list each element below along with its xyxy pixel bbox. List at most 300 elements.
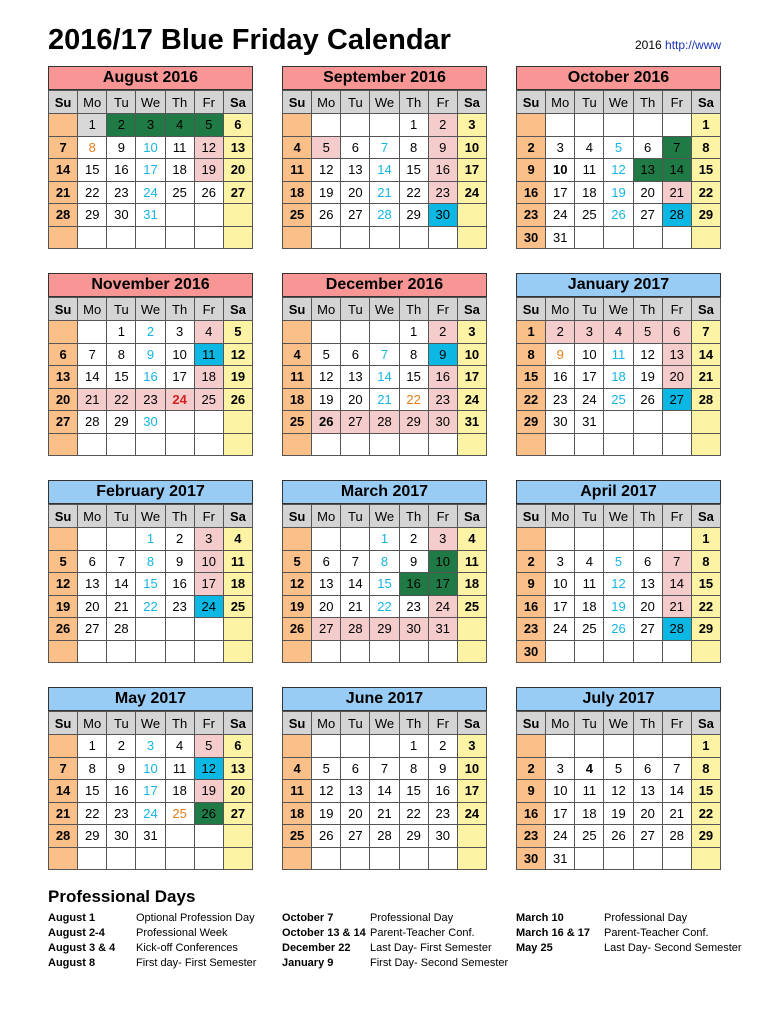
day-cell: 23 xyxy=(428,802,457,825)
weekday-label: Th xyxy=(633,298,662,321)
weekday-label: Th xyxy=(165,298,194,321)
day-cell: 13 xyxy=(633,780,662,803)
pro-day-entry xyxy=(282,957,508,972)
day-cell: 14 xyxy=(49,780,78,803)
day-cell: 6 xyxy=(633,136,662,159)
day-cell: 17 xyxy=(546,595,575,618)
week-row xyxy=(49,411,253,434)
week-row xyxy=(283,159,487,182)
empty-cell xyxy=(49,735,78,758)
day-cell: 18 xyxy=(223,573,252,596)
day-cell: 10 xyxy=(546,159,575,182)
empty-cell xyxy=(194,433,223,456)
empty-cell xyxy=(662,640,691,663)
day-cell: 23 xyxy=(517,618,546,641)
weekday-label: Tu xyxy=(341,712,370,735)
weekday-label: Su xyxy=(283,505,312,528)
day-cell: 13 xyxy=(633,159,662,182)
weekday-label: Th xyxy=(165,91,194,114)
day-cell: 29 xyxy=(399,825,428,848)
empty-cell xyxy=(194,204,223,227)
day-cell: 27 xyxy=(223,802,252,825)
empty-cell xyxy=(223,640,252,663)
day-cell: 21 xyxy=(370,388,399,411)
weekday-label: Mo xyxy=(312,712,341,735)
day-cell: 24 xyxy=(546,618,575,641)
day-cell: 20 xyxy=(633,181,662,204)
day-cell: 22 xyxy=(78,802,107,825)
day-cell: 13 xyxy=(223,136,252,159)
week-row xyxy=(283,388,487,411)
day-cell: 31 xyxy=(136,825,165,848)
weekday-label: We xyxy=(370,505,399,528)
day-cell: 11 xyxy=(194,343,223,366)
day-cell: 17 xyxy=(428,573,457,596)
week-row xyxy=(49,321,253,344)
empty-cell xyxy=(312,114,341,137)
empty-cell xyxy=(223,411,252,434)
week-row xyxy=(49,573,253,596)
day-cell: 11 xyxy=(283,159,312,182)
weekday-label: Mo xyxy=(312,91,341,114)
empty-cell xyxy=(575,640,604,663)
day-cell: 4 xyxy=(604,321,633,344)
month-title: July 2017 xyxy=(516,687,721,711)
pro-day-date: August 3 & 4 xyxy=(48,942,116,954)
day-cell: 31 xyxy=(575,411,604,434)
pro-day-description: Optional Profession Day xyxy=(136,912,255,924)
day-cell: 23 xyxy=(428,181,457,204)
day-cell: 17 xyxy=(546,802,575,825)
day-cell: 8 xyxy=(517,343,546,366)
day-cell: 3 xyxy=(136,735,165,758)
empty-cell xyxy=(283,528,312,551)
day-cell: 10 xyxy=(546,780,575,803)
empty-cell xyxy=(457,226,486,249)
weekday-label: Fr xyxy=(194,712,223,735)
day-cell: 24 xyxy=(457,181,486,204)
day-cell: 14 xyxy=(662,159,691,182)
day-cell: 12 xyxy=(604,573,633,596)
week-row xyxy=(283,757,487,780)
empty-cell xyxy=(312,735,341,758)
empty-cell xyxy=(399,433,428,456)
day-cell: 15 xyxy=(78,780,107,803)
empty-cell xyxy=(604,226,633,249)
day-cell: 16 xyxy=(428,780,457,803)
day-cell: 25 xyxy=(283,825,312,848)
empty-cell xyxy=(604,114,633,137)
day-cell: 1 xyxy=(399,735,428,758)
day-cell: 18 xyxy=(575,595,604,618)
weekday-label: Tu xyxy=(341,91,370,114)
day-cell: 10 xyxy=(546,573,575,596)
empty-cell xyxy=(662,847,691,870)
day-cell: 18 xyxy=(575,181,604,204)
day-cell: 12 xyxy=(604,159,633,182)
empty-cell xyxy=(575,847,604,870)
weekday-label: Mo xyxy=(546,91,575,114)
week-row xyxy=(517,321,721,344)
empty-cell xyxy=(370,735,399,758)
day-cell: 18 xyxy=(194,366,223,389)
empty-cell xyxy=(370,226,399,249)
day-cell: 8 xyxy=(370,550,399,573)
day-cell: 15 xyxy=(370,573,399,596)
empty-cell xyxy=(517,433,546,456)
empty-cell xyxy=(517,528,546,551)
day-cell: 29 xyxy=(107,411,136,434)
pro-day-date: January 9 xyxy=(282,957,334,969)
day-cell: 22 xyxy=(517,388,546,411)
day-cell: 10 xyxy=(136,136,165,159)
day-cell: 17 xyxy=(136,159,165,182)
week-row xyxy=(517,226,721,249)
empty-cell xyxy=(604,528,633,551)
week-row xyxy=(283,595,487,618)
day-cell: 5 xyxy=(223,321,252,344)
day-cell: 17 xyxy=(136,780,165,803)
day-cell: 23 xyxy=(136,388,165,411)
day-cell: 22 xyxy=(691,181,720,204)
day-cell: 30 xyxy=(107,825,136,848)
day-cell: 21 xyxy=(370,181,399,204)
day-cell: 19 xyxy=(312,802,341,825)
weekday-header-row xyxy=(49,712,253,735)
day-cell: 9 xyxy=(107,757,136,780)
weekday-label: Sa xyxy=(223,298,252,321)
week-row xyxy=(49,114,253,137)
week-row xyxy=(49,550,253,573)
pro-days-title: Professional Days xyxy=(48,887,196,906)
week-row xyxy=(517,825,721,848)
day-cell: 14 xyxy=(78,366,107,389)
day-cell: 16 xyxy=(165,573,194,596)
empty-cell xyxy=(78,321,107,344)
day-cell: 23 xyxy=(107,181,136,204)
week-row xyxy=(49,595,253,618)
day-cell: 21 xyxy=(662,595,691,618)
empty-cell xyxy=(517,114,546,137)
day-cell: 9 xyxy=(546,343,575,366)
empty-cell xyxy=(341,847,370,870)
empty-cell xyxy=(604,640,633,663)
month-title: November 2016 xyxy=(48,273,253,297)
week-row xyxy=(49,757,253,780)
month-calendar xyxy=(516,273,721,456)
week-row xyxy=(49,528,253,551)
empty-cell xyxy=(691,411,720,434)
day-cell: 28 xyxy=(370,411,399,434)
day-cell: 13 xyxy=(223,757,252,780)
week-row xyxy=(517,204,721,227)
empty-cell xyxy=(662,226,691,249)
weekday-label: Sa xyxy=(457,712,486,735)
day-cell: 24 xyxy=(457,802,486,825)
day-cell: 12 xyxy=(633,343,662,366)
page-title: 2016/17 Blue Friday Calendar xyxy=(48,24,451,56)
pro-day-date: August 1 xyxy=(48,912,96,924)
empty-cell xyxy=(633,735,662,758)
day-cell: 28 xyxy=(370,204,399,227)
day-cell: 5 xyxy=(312,343,341,366)
day-cell: 24 xyxy=(457,388,486,411)
day-cell: 13 xyxy=(633,573,662,596)
day-cell: 14 xyxy=(341,573,370,596)
day-cell: 9 xyxy=(107,136,136,159)
empty-cell xyxy=(165,204,194,227)
day-cell: 21 xyxy=(691,366,720,389)
day-cell: 23 xyxy=(399,595,428,618)
pro-days-column xyxy=(48,912,256,972)
day-cell: 3 xyxy=(457,735,486,758)
day-cell: 16 xyxy=(107,780,136,803)
day-cell: 10 xyxy=(165,343,194,366)
day-cell: 7 xyxy=(370,136,399,159)
day-cell: 31 xyxy=(428,618,457,641)
weekday-label: Th xyxy=(399,505,428,528)
day-cell: 24 xyxy=(136,802,165,825)
day-cell: 21 xyxy=(341,595,370,618)
day-cell: 28 xyxy=(49,204,78,227)
day-cell: 10 xyxy=(457,343,486,366)
day-cell: 22 xyxy=(691,595,720,618)
pro-day-date: March 16 & 17 xyxy=(516,927,590,939)
source-link[interactable]: http://www xyxy=(665,38,722,52)
weekday-label: Tu xyxy=(107,91,136,114)
month-calendar xyxy=(282,480,487,663)
month-calendar xyxy=(48,480,253,663)
weekday-label: Tu xyxy=(341,298,370,321)
day-cell: 28 xyxy=(78,411,107,434)
week-row xyxy=(517,573,721,596)
day-cell: 17 xyxy=(457,159,486,182)
day-cell: 14 xyxy=(49,159,78,182)
day-cell: 9 xyxy=(428,136,457,159)
week-row xyxy=(517,159,721,182)
day-cell: 7 xyxy=(49,757,78,780)
weekday-label: Fr xyxy=(194,505,223,528)
week-row xyxy=(49,780,253,803)
day-cell: 15 xyxy=(399,159,428,182)
day-cell: 26 xyxy=(49,618,78,641)
weekday-label: Mo xyxy=(78,505,107,528)
source-url xyxy=(635,38,721,52)
empty-cell xyxy=(107,226,136,249)
week-row xyxy=(49,847,253,870)
empty-cell xyxy=(604,433,633,456)
week-row xyxy=(283,366,487,389)
week-row xyxy=(49,735,253,758)
day-cell: 2 xyxy=(399,528,428,551)
empty-cell xyxy=(194,640,223,663)
day-cell: 18 xyxy=(457,573,486,596)
empty-cell xyxy=(107,847,136,870)
day-cell: 4 xyxy=(283,136,312,159)
day-cell: 29 xyxy=(78,825,107,848)
day-cell: 11 xyxy=(223,550,252,573)
week-row xyxy=(49,366,253,389)
day-cell: 20 xyxy=(223,159,252,182)
month-grid xyxy=(282,90,487,249)
empty-cell xyxy=(399,640,428,663)
weekday-header-row xyxy=(283,91,487,114)
empty-cell xyxy=(662,114,691,137)
empty-cell xyxy=(662,735,691,758)
empty-cell xyxy=(49,640,78,663)
day-cell: 1 xyxy=(399,114,428,137)
day-cell: 15 xyxy=(691,159,720,182)
day-cell: 1 xyxy=(517,321,546,344)
week-row xyxy=(49,343,253,366)
empty-cell xyxy=(78,640,107,663)
month-title: September 2016 xyxy=(282,66,487,90)
day-cell: 26 xyxy=(312,411,341,434)
day-cell: 22 xyxy=(136,595,165,618)
week-row xyxy=(517,388,721,411)
day-cell: 10 xyxy=(136,757,165,780)
weekday-label: Fr xyxy=(662,505,691,528)
empty-cell xyxy=(283,433,312,456)
empty-cell xyxy=(165,226,194,249)
day-cell: 24 xyxy=(165,388,194,411)
empty-cell xyxy=(78,433,107,456)
empty-cell xyxy=(283,321,312,344)
day-cell: 13 xyxy=(312,573,341,596)
pro-day-description: Last Day- Second Semester xyxy=(604,942,742,954)
day-cell: 16 xyxy=(517,181,546,204)
pro-day-entry xyxy=(282,927,508,942)
day-cell: 23 xyxy=(546,388,575,411)
week-row xyxy=(283,114,487,137)
month-calendar xyxy=(48,273,253,456)
week-row xyxy=(283,204,487,227)
day-cell: 20 xyxy=(341,181,370,204)
pro-day-description: Professional Day xyxy=(370,912,454,924)
day-cell: 11 xyxy=(457,550,486,573)
weekday-label: We xyxy=(136,298,165,321)
day-cell: 10 xyxy=(457,757,486,780)
weekday-header-row xyxy=(49,298,253,321)
day-cell: 2 xyxy=(517,757,546,780)
week-row xyxy=(283,136,487,159)
empty-cell xyxy=(312,640,341,663)
empty-cell xyxy=(546,114,575,137)
week-row xyxy=(283,411,487,434)
month-title: January 2017 xyxy=(516,273,721,297)
month-grid xyxy=(48,711,253,870)
weekday-label: Mo xyxy=(312,505,341,528)
day-cell: 24 xyxy=(136,181,165,204)
day-cell: 7 xyxy=(370,343,399,366)
weekday-header-row xyxy=(49,91,253,114)
day-cell: 5 xyxy=(312,136,341,159)
day-cell: 12 xyxy=(223,343,252,366)
day-cell: 20 xyxy=(662,366,691,389)
weekday-label: Su xyxy=(283,91,312,114)
week-row xyxy=(49,640,253,663)
day-cell: 31 xyxy=(457,411,486,434)
week-row xyxy=(49,136,253,159)
day-cell: 15 xyxy=(691,780,720,803)
empty-cell xyxy=(194,411,223,434)
weekday-label: Mo xyxy=(546,298,575,321)
day-cell: 9 xyxy=(517,780,546,803)
day-cell: 22 xyxy=(107,388,136,411)
empty-cell xyxy=(312,321,341,344)
month-title: February 2017 xyxy=(48,480,253,504)
month-title: December 2016 xyxy=(282,273,487,297)
week-row xyxy=(517,640,721,663)
day-cell: 7 xyxy=(370,757,399,780)
day-cell: 17 xyxy=(546,181,575,204)
empty-cell xyxy=(49,847,78,870)
day-cell: 28 xyxy=(691,388,720,411)
empty-cell xyxy=(223,618,252,641)
weekday-label: Su xyxy=(49,298,78,321)
month-grid xyxy=(48,504,253,663)
day-cell: 8 xyxy=(691,757,720,780)
day-cell: 3 xyxy=(546,136,575,159)
week-row xyxy=(49,618,253,641)
day-cell: 4 xyxy=(194,321,223,344)
day-cell: 8 xyxy=(691,136,720,159)
day-cell: 1 xyxy=(691,528,720,551)
pro-day-description: Kick-off Conferences xyxy=(136,942,238,954)
day-cell: 21 xyxy=(662,181,691,204)
pro-day-description: Parent-Teacher Conf. xyxy=(604,927,709,939)
empty-cell xyxy=(370,321,399,344)
weekday-label: Tu xyxy=(575,712,604,735)
weekday-label: Su xyxy=(517,91,546,114)
day-cell: 6 xyxy=(223,114,252,137)
empty-cell xyxy=(341,528,370,551)
day-cell: 10 xyxy=(194,550,223,573)
day-cell: 20 xyxy=(49,388,78,411)
day-cell: 30 xyxy=(428,411,457,434)
day-cell: 4 xyxy=(165,114,194,137)
week-row xyxy=(517,411,721,434)
day-cell: 16 xyxy=(517,802,546,825)
day-cell: 19 xyxy=(604,595,633,618)
day-cell: 27 xyxy=(633,204,662,227)
day-cell: 6 xyxy=(78,550,107,573)
day-cell: 8 xyxy=(107,343,136,366)
empty-cell xyxy=(78,528,107,551)
empty-cell xyxy=(165,825,194,848)
day-cell: 30 xyxy=(399,618,428,641)
empty-cell xyxy=(399,847,428,870)
week-row xyxy=(49,181,253,204)
day-cell: 30 xyxy=(517,640,546,663)
empty-cell xyxy=(662,528,691,551)
empty-cell xyxy=(194,226,223,249)
empty-cell xyxy=(604,411,633,434)
day-cell: 4 xyxy=(457,528,486,551)
week-row xyxy=(283,433,487,456)
weekday-label: Sa xyxy=(457,505,486,528)
day-cell: 27 xyxy=(662,388,691,411)
day-cell: 26 xyxy=(223,388,252,411)
weekday-label: Su xyxy=(283,298,312,321)
day-cell: 14 xyxy=(691,343,720,366)
day-cell: 26 xyxy=(604,825,633,848)
weekday-label: Mo xyxy=(78,712,107,735)
day-cell: 19 xyxy=(49,595,78,618)
week-row xyxy=(517,595,721,618)
day-cell: 7 xyxy=(78,343,107,366)
day-cell: 23 xyxy=(107,802,136,825)
